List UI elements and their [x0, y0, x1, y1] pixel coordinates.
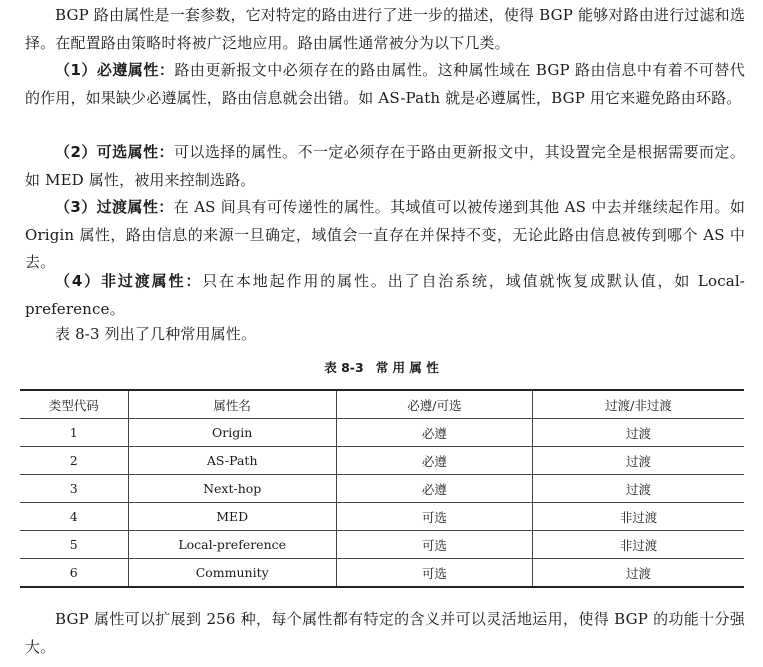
- cell-type-code: 1: [69, 425, 78, 440]
- table-row: [20, 531, 744, 559]
- cell-attribute-name: Next-hop: [128, 475, 336, 503]
- cell-transitive: 非过渡: [532, 503, 744, 531]
- cell-attribute-name: AS-Path: [128, 447, 336, 475]
- table-row: [20, 503, 744, 531]
- category-term: （3）过渡属性：: [55, 198, 174, 216]
- table-caption: [0, 358, 763, 376]
- table-row: [20, 559, 744, 588]
- cell-transitive: 过渡: [532, 419, 744, 447]
- cell-type-code: 5: [69, 537, 78, 552]
- cell-attribute-name: Origin: [128, 419, 336, 447]
- cell-attribute-name: MED: [128, 503, 336, 531]
- table-header-row: [20, 390, 744, 419]
- table-caption-title: 常 用 属 性: [375, 360, 439, 375]
- attributes-table: [20, 389, 744, 588]
- table-intro: 表 8-3 列出了几种常用属性。: [55, 325, 257, 343]
- table-row: [20, 447, 744, 475]
- category-text: 只在本地起作用的属性。出了自治系统，域值就恢复成默认值，如 Local-preference。: [25, 272, 745, 318]
- header-mandatory-optional: 必遵/可选: [336, 390, 532, 419]
- cell-attribute-name: Local-preference: [128, 531, 336, 559]
- cell-mandatory-optional: 必遵: [336, 419, 532, 447]
- cell-type-code: 2: [69, 453, 78, 468]
- cell-type-code: 4: [69, 509, 78, 524]
- table-row: [20, 419, 744, 447]
- cell-mandatory-optional: 必遵: [336, 475, 532, 503]
- cell-transitive: 过渡: [532, 447, 744, 475]
- cell-type-code: 6: [69, 565, 78, 580]
- category-term: （2）可选属性：: [55, 143, 174, 161]
- cell-mandatory-optional: 可选: [336, 531, 532, 559]
- header-attribute-name: 属性名: [128, 390, 336, 419]
- category-text: 路由更新报文中必须存在的路由属性。这种属性域在 BGP 路由信息中有着不可替代的作用，如果缺少必遵属性，路由信息就会出错。如 AS-Path 就是必遵属性，BGP 用它来避免路由环路。: [25, 61, 745, 107]
- cell-mandatory-optional: 必遵: [336, 447, 532, 475]
- intro-paragraph: BGP 路由属性是一套参数，它对特定的路由进行了进一步的描述，使得 BGP 能够对路由进行过滤和选择。在配置路由策略时将被广泛地应用。路由属性通常被分为以下几类。: [25, 6, 745, 52]
- category-text: 可以选择的属性。不一定必须存在于路由更新报文中，其设置完全是根据需要而定。如 MED 属性，被用来控制选路。: [25, 143, 745, 189]
- header-transitive: 过渡/非过渡: [532, 390, 744, 419]
- category-non-transitive: [25, 268, 745, 323]
- category-term: （4）非过渡属性：: [55, 272, 203, 290]
- category-text: 在 AS 间具有可传递性的属性。其域值可以被传递到其他 AS 中去并继续起作用。如 Origin 属性，路由信息的来源一旦确定，域值会一直存在并保持不变，无论此路由信息被传到哪个 AS 中去。: [25, 198, 745, 271]
- category-term: （1）必遵属性：: [55, 61, 175, 79]
- cell-transitive: 过渡: [532, 475, 744, 503]
- cell-attribute-name: Community: [128, 559, 336, 588]
- header-type-code: 类型代码: [48, 397, 99, 413]
- category-optional: [25, 139, 745, 194]
- cell-transitive: 过渡: [532, 559, 744, 588]
- table-caption-number: 表 8-3: [324, 360, 364, 375]
- cell-mandatory-optional: 可选: [336, 503, 532, 531]
- cell-type-code: 3: [69, 481, 78, 496]
- category-transitive: [25, 194, 745, 277]
- table-row: [20, 475, 744, 503]
- closing-paragraph: BGP 属性可以扩展到 256 种，每个属性都有特定的含义并可以灵活地运用，使得 BGP 的功能十分强大。: [25, 610, 745, 656]
- cell-transitive: 非过渡: [532, 531, 744, 559]
- cell-mandatory-optional: 可选: [336, 559, 532, 588]
- category-mandatory: [25, 57, 745, 112]
